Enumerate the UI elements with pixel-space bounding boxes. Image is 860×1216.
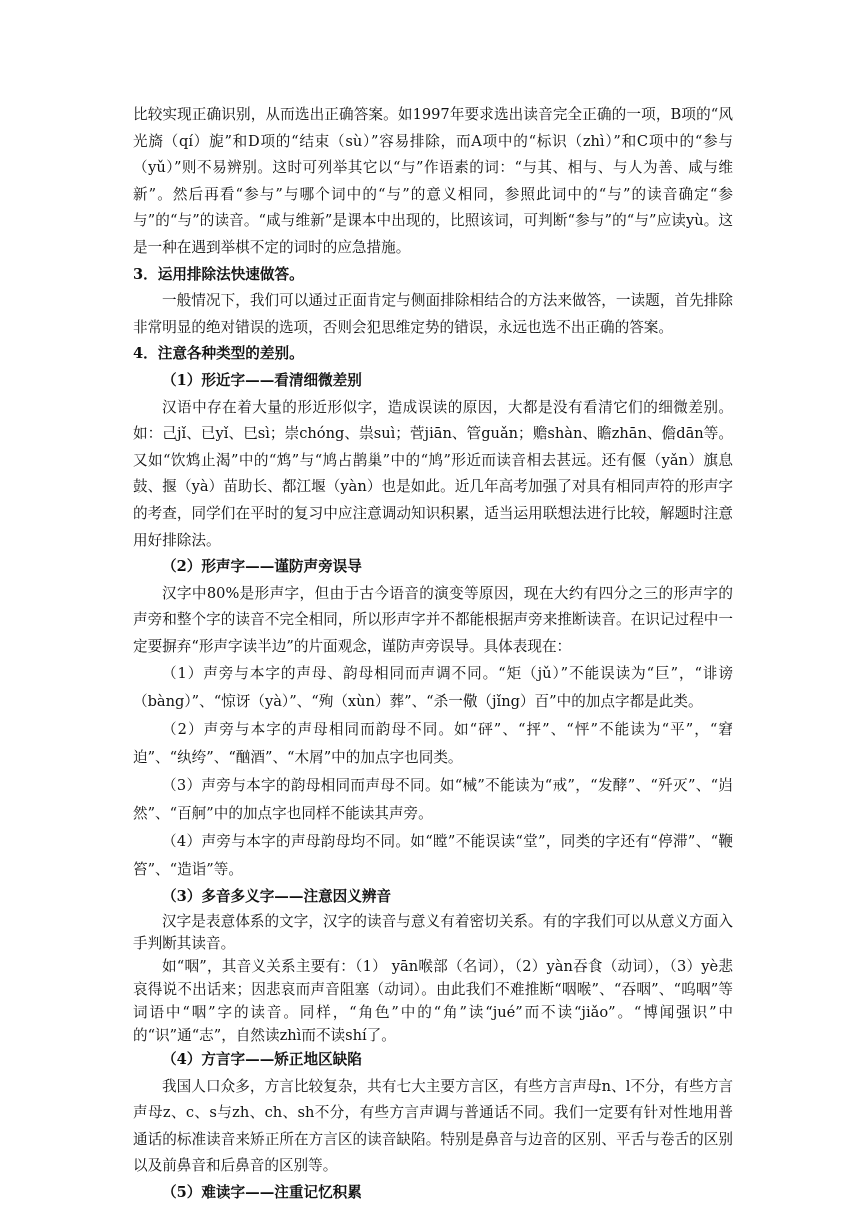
- subheading-5: （5）难读字——注重记忆积累: [162, 1184, 362, 1202]
- paragraph-case-2: （2）声旁与本字的声母相同而韵母不同。如“砰”、“抨”、“怦”不能读为“平”，“窘迫”、“纨绔”、“酗酒”、“木屑”中的加点字也同类。: [133, 721, 733, 767]
- subheading-1: （1）形近字——看清细微差别: [162, 371, 362, 389]
- paragraph-polyphonic: 汉字是表意体系的文字，汉字的读音与意义有着密切关系。有的字我们可以从意义方面入手判断其读音。: [133, 913, 733, 953]
- subheading-4: （4）方言字——矫正地区缺陷: [162, 1051, 362, 1069]
- heading-3: 3．运用排除法快速做答。: [133, 265, 304, 283]
- paragraph-case-1: （1）声旁与本字的声母、韵母相同而声调不同。“矩（jǔ）”不能误读为“巨”，“诽谤（bàng）”、“惊讶（yà）”、“殉（xùn）葬”、“杀一儆（jǐng）百”中的加点字都是此类。: [133, 665, 733, 711]
- paragraph-intro: 比较实现正确识别，从而选出正确答案。如1997年要求选出读音完全正确的一项，B项的“风光旖（qí）旎”和D项的“结束（sù）”容易排除，而A项中的“标识（zhì）”和C项中的“参与（yǔ）”则不易辨别。这时可列举其它以“与”作语素的词：“与其、相与、与人为善、咸与维新”。然后再看“参与”与哪个词中的“与”的意义相同，参照此词中的“与”的读音确定“参与”的“与”的读音。“咸与维新”是课本中出现的，比照该词，可判断“参与”的“与”应读yù。这是一种在遇到举棋不定的词时的应急措施。: [133, 106, 733, 256]
- heading-4: 4．注意各种类型的差别。: [133, 345, 304, 363]
- paragraph-elimination: 一般情况下，我们可以通过正面肯定与侧面排除相结合的方法来做答，一读题，首先排除非常明显的绝对错误的选项，否则会犯思维定势的错误，永远也选不出正确的答案。: [133, 292, 733, 336]
- paragraph-case-3: （3）声旁与本字的韵母相同而声母不同。如“械”不能读为“戒”，“发酵”、“歼灭”、“岿然”、“百舸”中的加点字也同样不能读其声旁。: [133, 777, 733, 823]
- document-page: [133, 102, 733, 1207]
- paragraph-case-4: （4）声旁与本字的声母韵母均不同。如“瞠”不能误读“堂”，同类的字还有“停滞”、“鞭笞”、“造诣”等。: [133, 833, 733, 879]
- paragraph-polyphonic-example: 如“咽”，其音义关系主要有：（1） yān喉部（名词），（2）yàn吞食（动词），（3）yè悲哀得说不出话来；因悲哀而声音阻塞（动词）。由此我们不难推断“咽喉”、“吞咽”、“呜咽”等词语中“咽”字的读音。同样，“角色”中的“角”读“jué”而不读“jiǎo”。“博闻强识”中的“识”通“志”，自然读zhì而不读shí了。: [133, 958, 733, 1045]
- paragraph-dialect: 我国人口众多，方言比较复杂，共有七大主要方言区，有些方言声母n、l不分，有些方言声母z、c、s与zh、ch、sh不分，有些方言声调与普通话不同。我们一定要有针对性地用普通话的标准读音来矫正所在方言区的读音缺陷。特别是鼻音与边音的区别、平舌与卷舌的区别以及前鼻音和后鼻音的区别等。: [133, 1077, 733, 1175]
- subheading-2: （2）形声字——谨防声旁误导: [162, 558, 362, 576]
- subheading-3: （3）多音多义字——注意因义辨音: [162, 888, 392, 906]
- paragraph-phonetic-chars: 汉字中80%是形声字，但由于古今语音的演变等原因，现在大约有四分之三的形声字的声旁和整个字的读音不完全相同，所以形声字并不都能根据声旁来推断读音。在识记过程中一定要摒弃“形声字读半边”的片面观念，谨防声旁误导。具体表现在：: [133, 584, 733, 655]
- paragraph-similar-chars: 汉语中存在着大量的形近形似字，造成误读的原因，大都是没有看清它们的细微差别。如：己jǐ、已yǐ、巳sì；崇chóng、祟suì；菅jiān、管guǎn；赡shàn、瞻zhān、儋dān等。又如“饮鸩止渴”中的“鸩”与“鸠占鹊巢”中的“鸠”形近而读音相去甚远。还有偃（yǎn）旗息鼓、揠（yà）苗助长、都江堰（yàn）也是如此。近几年高考加强了对具有相同声符的形声字的考查，同学们在平时的复习中应注意调动知识积累，适当运用联想法进行比较，解题时注意用好排除法。: [133, 398, 733, 549]
